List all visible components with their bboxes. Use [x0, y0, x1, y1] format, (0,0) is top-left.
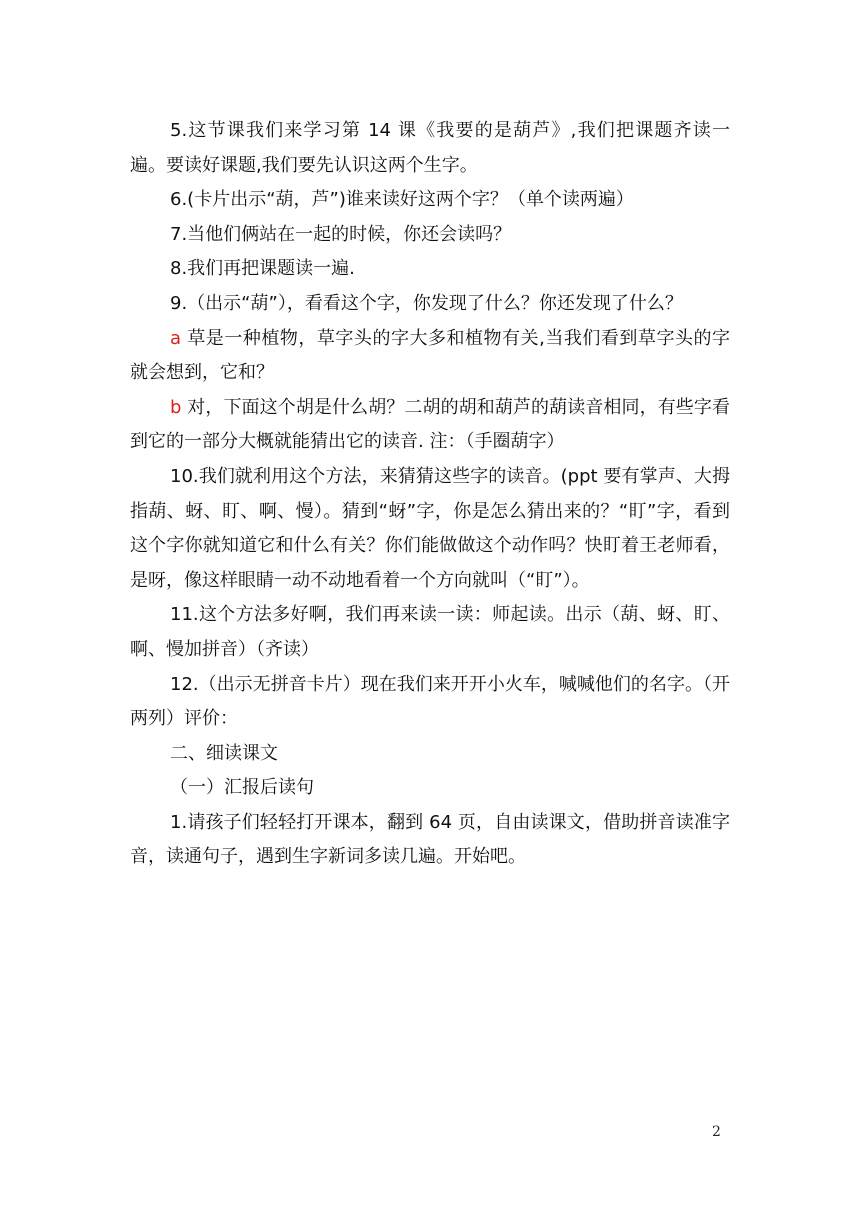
- paragraph-5: 9.（出示“葫”），看看这个字，你发现了什么？你还发现了什么？: [170, 292, 683, 314]
- subsection-heading: （一）汇报后读句: [170, 777, 314, 799]
- list-marker-a: a: [170, 327, 182, 349]
- section-heading: 二、细读课文: [170, 742, 278, 764]
- list-marker-b: b: [170, 396, 182, 418]
- paragraph-3: 7.当他们俩站在一起的时候，你还会读吗？: [170, 223, 512, 245]
- paragraph-6: a 草是一种植物，草字头的字大多和植物有关,当我们看到草字头的字就会想到，它和？: [130, 327, 730, 384]
- paragraph-10: 12.（出示无拼音卡片）现在我们来开开小火车，喊喊他们的名字。（开两列）评价：: [130, 673, 730, 730]
- page-number: 2: [712, 1124, 721, 1140]
- paragraph-7: b 对，下面这个胡是什么胡？二胡的胡和葫芦的葫读音相同，有些字看到它的一部分大概就能猜出它的读音. 注：（手圈葫字）: [130, 396, 730, 453]
- paragraph-13: 1.请孩子们轻轻打开课本，翻到 64 页，自由读课文，借助拼音读准字音，读通句子，遇到生字新词多读几遍。开始吧。: [130, 811, 730, 868]
- document-body: [130, 114, 730, 875]
- paragraph-1: 5.这节课我们来学习第 14 课《我要的是葫芦》,我们把课题齐读一遍。要读好课题,我们要先认识这两个生字。: [130, 120, 730, 176]
- paragraph-9: 11.这个方法多好啊，我们再来读一读：师起读。出示（葫、蚜、盯、啊、慢加拼音）（齐读）: [130, 604, 730, 660]
- paragraph-2: 6.(卡片出示“葫，芦”)谁来读好这两个字？（单个读两遍）: [170, 189, 634, 211]
- paragraph-8: 10.我们就利用这个方法，来猜猜这些字的读音。(ppt 要有掌声、大拇指葫、蚜、盯、啊、慢）。猜到“蚜”字，你是怎么猜出来的？“盯”字，看到这个字你就知道它和什么有关？你们能做做这个动作吗？快盯着王老师看，是呀，像这样眼睛一动不动地看着一个方向就叫（“盯”）。: [130, 465, 730, 591]
- paragraph-4: 8.我们再把课题读一遍.: [170, 258, 355, 280]
